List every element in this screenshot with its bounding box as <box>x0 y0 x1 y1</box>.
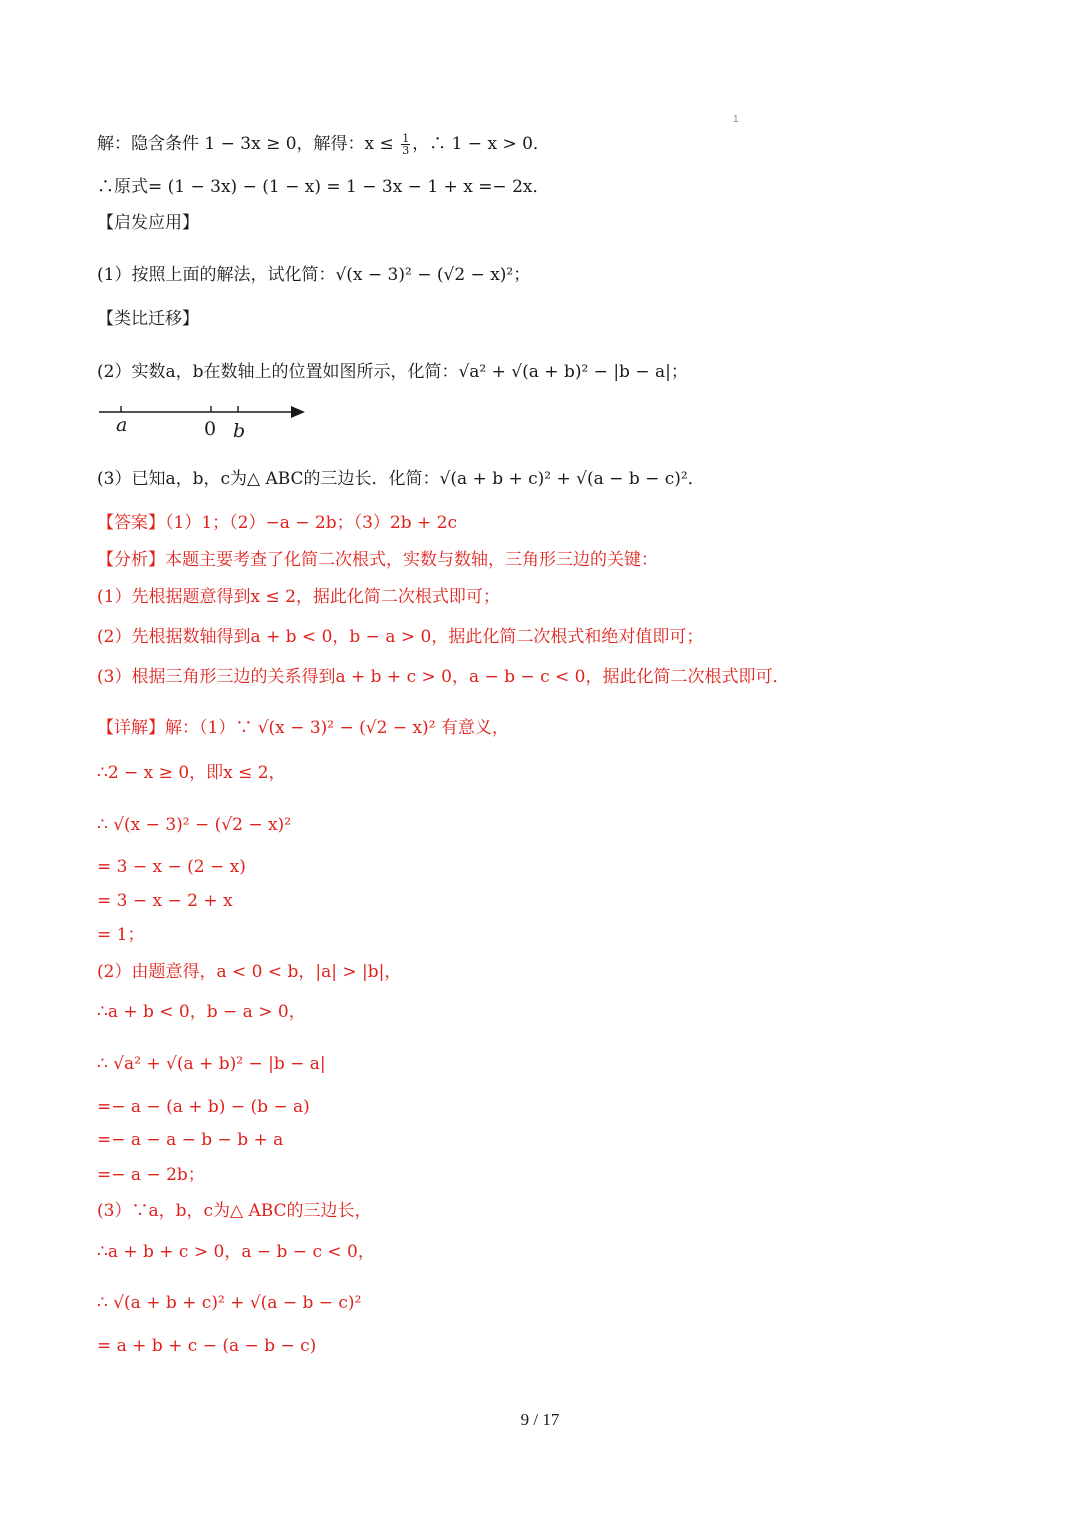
analysis-3: (3）根据三角形三边的关系得到a + b + c > 0，a − b − c < 0，据此化简二次根式即可． <box>97 667 790 687</box>
detail-14: ∴a + b + c > 0，a − b − c < 0， <box>97 1242 375 1262</box>
solution-line-1-tail: ，∴ 1 − x > 0． <box>412 134 550 154</box>
fraction-one-third <box>401 133 410 156</box>
detail-11: =− a − a − b − b + a <box>97 1130 284 1150</box>
question-3: (3）已知a，b，c为△ ABC的三边长．化简：√(a + b + c)² + √(a − b − c)²． <box>97 469 705 489</box>
fraction-denominator: 3 <box>402 144 410 157</box>
detail-3: ∴ √(x − 3)² − (√2 − x)² <box>97 815 292 835</box>
detail-2: ∴2 − x ≥ 0，即x ≤ 2， <box>97 763 286 783</box>
analysis-2: (2）先根据数轴得到a + b < 0，b − a > 0，据此化简二次根式和绝对值即可； <box>97 627 704 647</box>
solution-line-1-text: 解：隐含条件 1 − 3x ≥ 0，解得：x ≤ <box>97 134 400 154</box>
detail-1: 【详解】解：（1）∵ √(x − 3)² − (√2 − x)² 有意义， <box>97 718 509 738</box>
detail-16: = a + b + c − (a − b − c) <box>97 1336 317 1356</box>
solution-line-2: ∴原式= (1 − 3x) − (1 − x) = 1 − 3x − 1 + x =− 2x． <box>97 177 550 197</box>
detail-4: = 3 − x − (2 − x) <box>97 857 246 877</box>
analysis-1: (1）先根据题意得到x ≤ 2，据此化简二次根式即可； <box>97 587 500 607</box>
fraction-numerator: 1 <box>402 132 410 145</box>
detail-7: (2）由题意得，a < 0 < b，|a| > |b|， <box>97 962 402 982</box>
number-line-arrow-icon <box>291 406 305 418</box>
detail-10: =− a − (a + b) − (b − a) <box>97 1097 310 1117</box>
detail-12: =− a − 2b； <box>97 1165 205 1185</box>
detail-6: = 1； <box>97 925 145 945</box>
number-line-figure <box>97 398 317 444</box>
corner-mark: 1 <box>733 114 739 125</box>
page-number: 9 / 17 <box>520 1410 560 1429</box>
detail-5: = 3 − x − 2 + x <box>97 891 233 911</box>
solution-line-1 <box>97 132 550 156</box>
question-1: (1）按照上面的解法，试化简：√(x − 3)² − (√2 − x)²； <box>97 265 531 285</box>
detail-13: (3）∵a，b，c为△ ABC的三边长， <box>97 1201 372 1221</box>
detail-9: ∴ √a² + √(a + b)² − |b − a| <box>97 1054 326 1074</box>
heading-qifa-yingyong: 【启发应用】 <box>97 213 199 233</box>
label-0: 0 <box>204 418 217 440</box>
answer-line: 【答案】（1）1；（2）−a − 2b；（3）2b + 2c <box>97 513 457 533</box>
detail-15: ∴ √(a + b + c)² + √(a − b − c)² <box>97 1293 362 1313</box>
detail-8: ∴a + b < 0，b − a > 0， <box>97 1002 306 1022</box>
question-2: (2）实数a，b在数轴上的位置如图所示，化简：√a² + √(a + b)² − |b − a|； <box>97 362 688 382</box>
label-a: a <box>116 414 128 436</box>
heading-leibi-qianyi: 【类比迁移】 <box>97 309 199 329</box>
analysis-heading: 【分析】本题主要考查了化简二次根式，实数与数轴，三角形三边的关键： <box>97 550 658 570</box>
label-b: b <box>233 420 246 442</box>
